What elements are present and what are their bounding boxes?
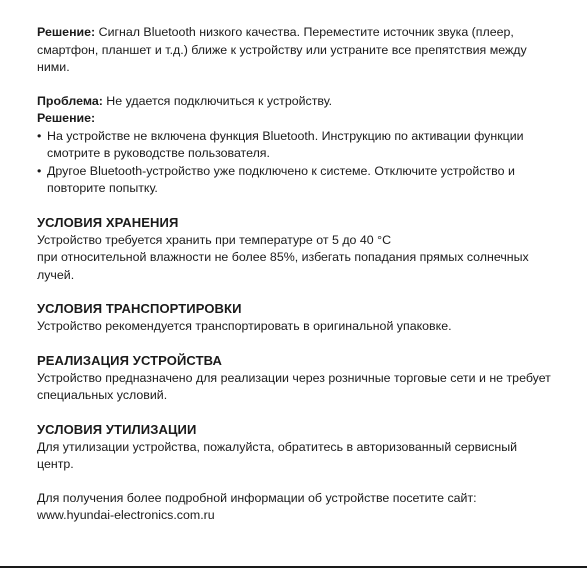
transport-text: Устройство рекомендуется транспортировать в оригинальной упаковке.: [37, 319, 452, 333]
storage-line-2: при относительной влажности не более 85%, избегать попадания прямых солнечных лучей.: [37, 250, 529, 282]
sale-text: Устройство предназначено для реализации через розничные торговые сети и не требует специальных условий.: [37, 370, 551, 402]
problem-text: Не удается подключиться к устройству.: [102, 93, 333, 108]
storage-line-1: Устройство требуется хранить при температуре от 5 до 40 °C: [37, 232, 392, 247]
disposal-heading: УСЛОВИЯ УТИЛИЗАЦИИ: [37, 421, 197, 437]
bullet-item: • На устройстве не включена функция Bluetooth. Инструкцию по активации функции смотрите в руководстве пользователя.: [37, 128, 557, 163]
solution-label: Решение:: [37, 25, 96, 39]
document-page: [37, 24, 557, 525]
problem-paragraph: [37, 93, 557, 111]
solution-label-line: [37, 110, 557, 128]
problem-label: Проблема:: [37, 93, 103, 108]
transport-heading: УСЛОВИЯ ТРАНСПОРТИРОВКИ: [37, 301, 242, 316]
bullet-item: • Другое Bluetooth-устройство уже подключено к системе. Отключите устройство и повторите попытку.: [37, 163, 557, 198]
sale-heading: РЕАЛИЗАЦИЯ УСТРОЙСТВА: [37, 352, 222, 368]
solution-paragraph: [37, 24, 557, 77]
solution-text: Сигнал Bluetooth низкого качества. Переместите источник звука (плеер, смартфон, планшет и т.д.) ближе к устройству или устраните все препятствия между ними.: [37, 25, 527, 74]
solution-label-2: Решение:: [37, 111, 96, 125]
more-info-text: Для получения более подробной информации об устройстве посетите сайт:: [37, 490, 477, 505]
website-link[interactable]: www.hyundai-electronics.com.ru: [37, 508, 215, 522]
solution-bullet-list: [37, 128, 557, 198]
disposal-text: Для утилизации устройства, пожалуйста, обратитесь в авторизованный сервисный центр.: [37, 439, 518, 471]
storage-heading: УСЛОВИЯ ХРАНЕНИЯ: [37, 214, 179, 230]
